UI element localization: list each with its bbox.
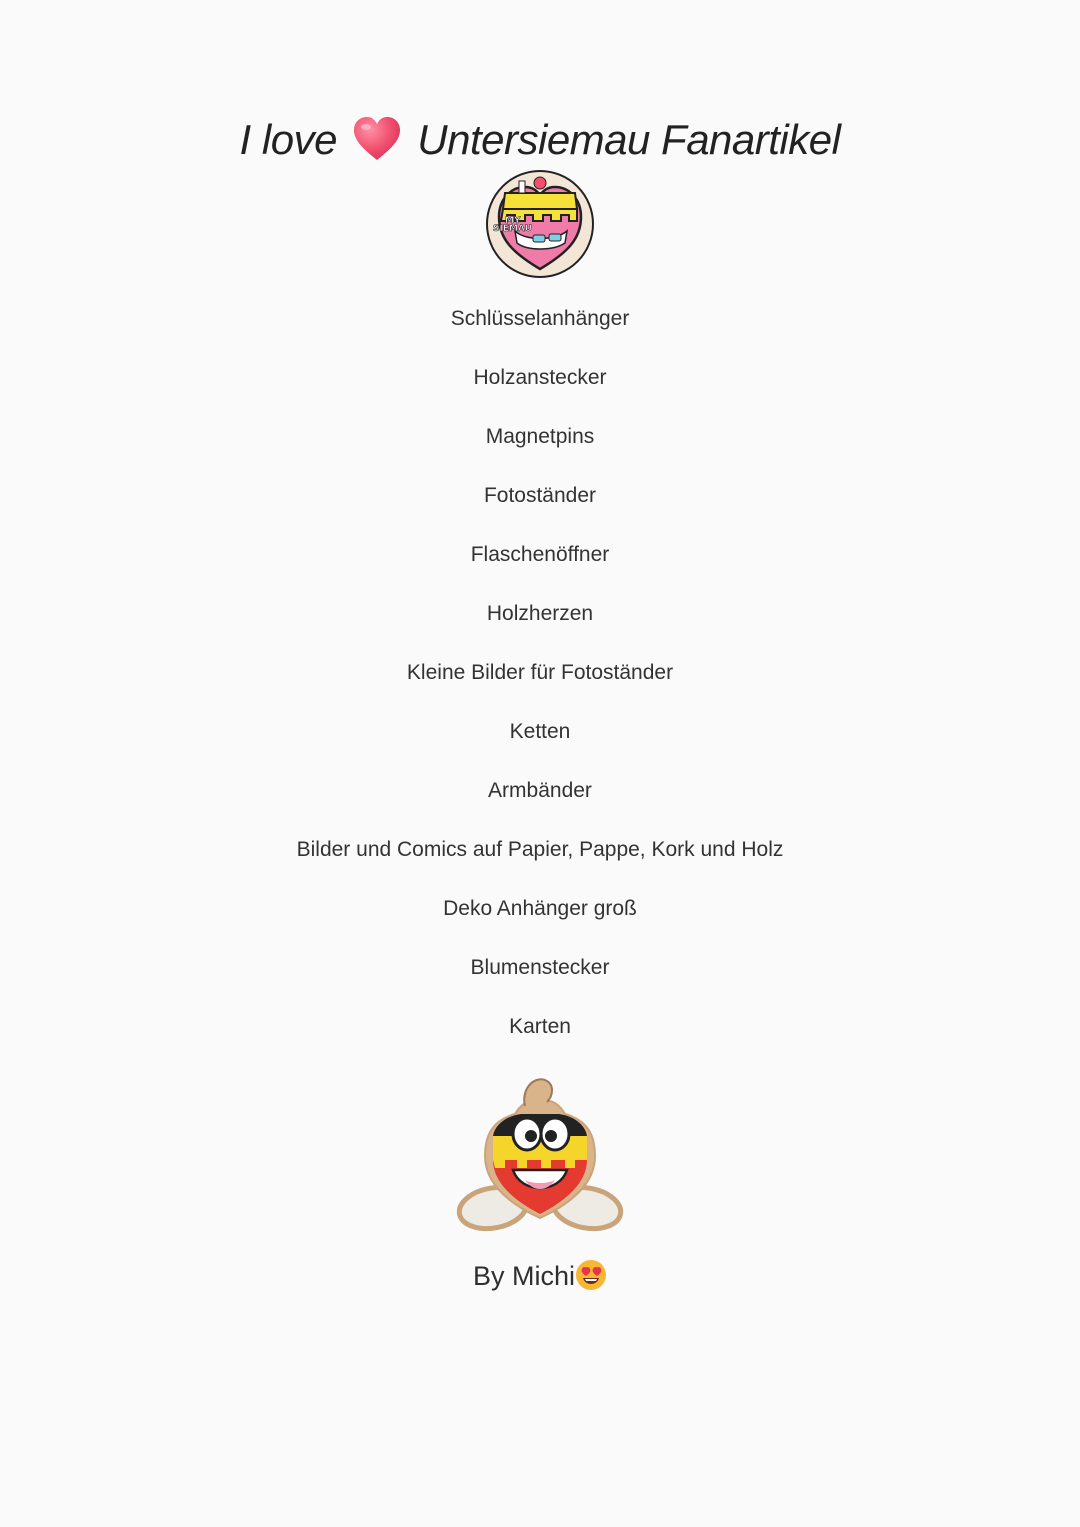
heart-mascot-image [455, 1068, 625, 1236]
byline-text: By Michi [472, 1261, 575, 1291]
logo-text-top: MY [505, 216, 521, 226]
article-list [0, 300, 1080, 1067]
list-item: Blumenstecker [470, 956, 610, 979]
list-item: Ketten [509, 720, 571, 743]
list-item: Karten [509, 1015, 571, 1038]
list-item: Kleine Bilder für Fotoständer [406, 661, 674, 684]
list-item: Flaschenöffner [470, 543, 610, 566]
title-part-2: Untersiemau Fanartikel [417, 116, 841, 163]
list-item: Fotoständer [483, 484, 597, 507]
list-item: Schlüsselanhänger [450, 307, 630, 330]
list-item: Armbänder [488, 779, 592, 802]
list-item: Holzherzen [486, 602, 594, 625]
logo-text-bottom: SIEMAU [493, 224, 532, 234]
list-item: Deko Anhänger groß [443, 897, 637, 920]
my-siemau-logo [485, 169, 595, 279]
list-item: Magnetpins [485, 425, 595, 448]
list-item: Holzanstecker [473, 366, 607, 389]
author-byline [0, 1256, 1080, 1296]
heart-icon [352, 116, 402, 162]
title-part-1: I love [239, 116, 337, 163]
heart-eyes-emoji-icon [575, 1259, 607, 1291]
page-title [0, 112, 1080, 168]
list-item: Bilder und Comics auf Papier, Pappe, Kork und Holz [296, 838, 784, 861]
